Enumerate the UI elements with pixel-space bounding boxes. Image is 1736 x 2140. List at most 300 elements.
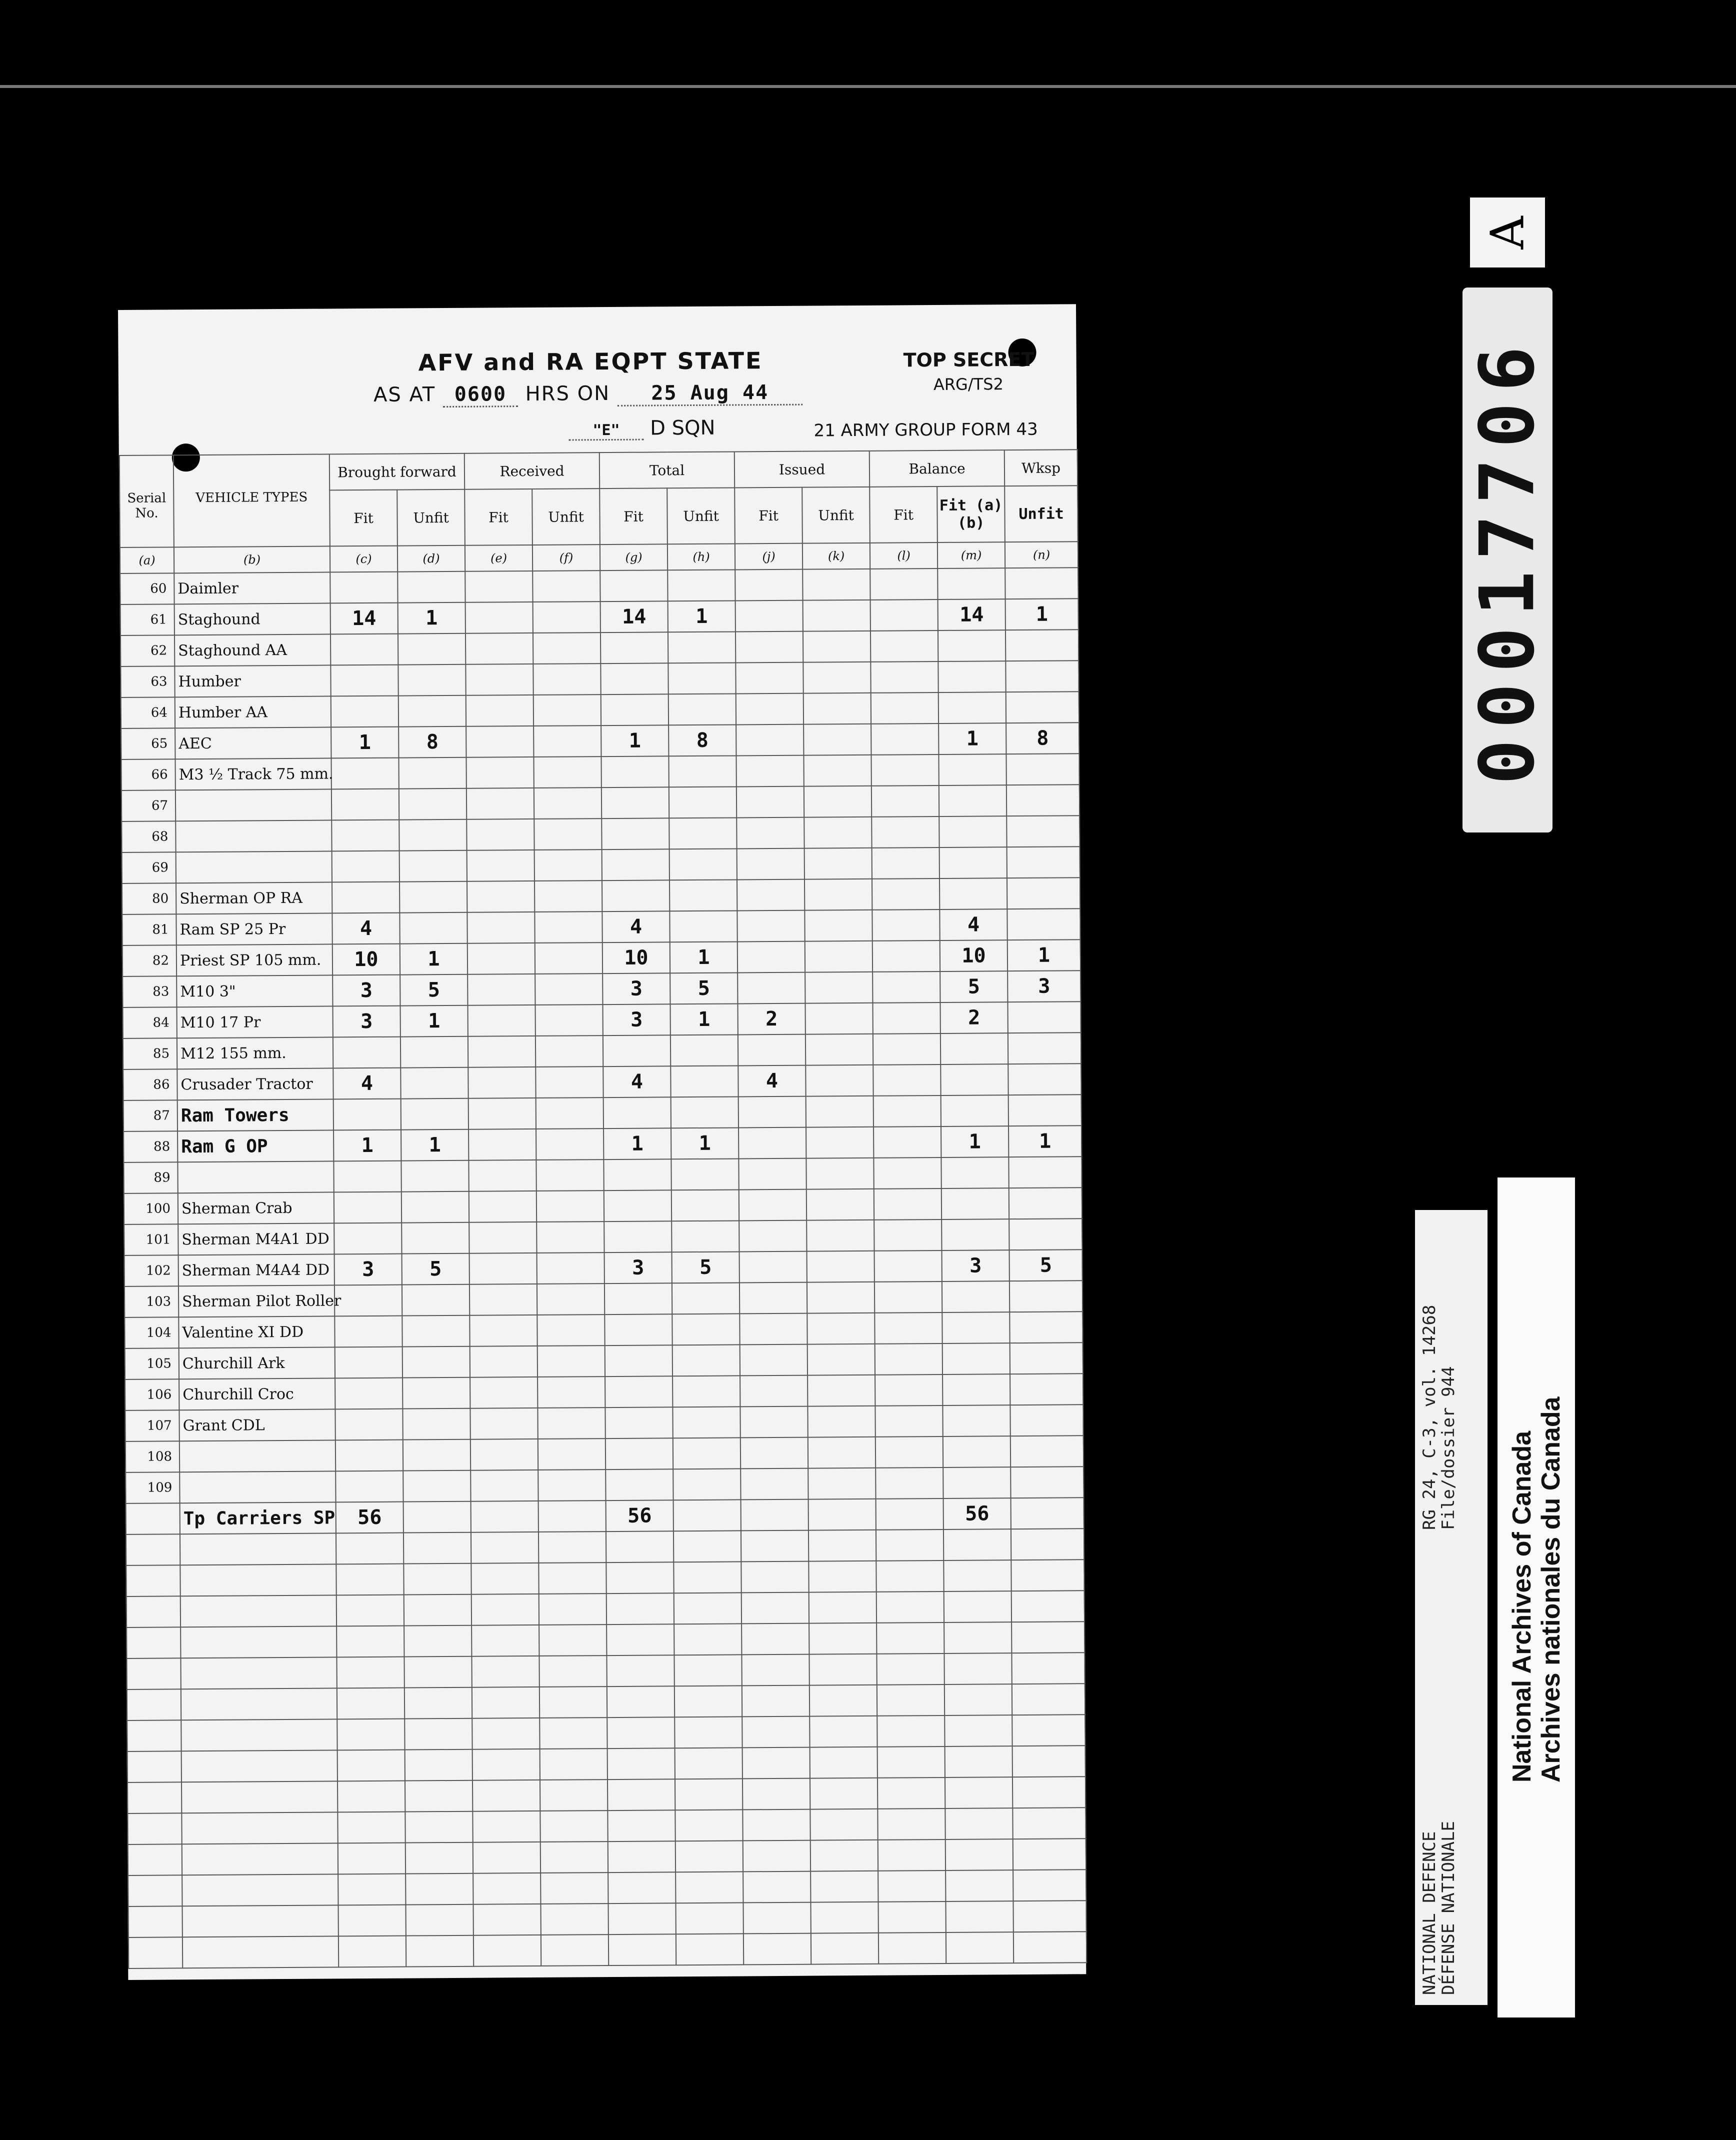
value-cell — [468, 943, 535, 974]
value-cell — [536, 1066, 603, 1098]
table-row — [121, 692, 1079, 728]
blank-cell — [742, 1748, 810, 1779]
blank-cell — [336, 1564, 404, 1596]
blank-cell — [878, 1902, 946, 1933]
table-row — [126, 1436, 1084, 1472]
blank-cell — [338, 1936, 406, 1968]
blank-row — [126, 1528, 1084, 1566]
value-cell — [806, 1220, 874, 1252]
value-cell: 4 — [738, 1066, 806, 1097]
value-cell — [468, 1160, 536, 1192]
value-cell: 1 — [670, 1004, 738, 1035]
column-letter: (f) — [532, 544, 600, 571]
blank-cell — [744, 1902, 811, 1934]
blank-cell — [944, 1684, 1012, 1716]
blank-cell — [128, 1844, 182, 1876]
blank-cell — [538, 1532, 606, 1563]
blank-cell — [182, 1874, 338, 1906]
blank-cell — [878, 1870, 946, 1902]
group-header: Brought forward — [330, 454, 464, 490]
value-cell — [940, 847, 1007, 878]
serial-cell: 106 — [125, 1379, 179, 1410]
value-cell — [606, 1469, 673, 1500]
blank-cell — [675, 1810, 742, 1841]
value-cell — [398, 758, 466, 789]
value-cell — [402, 1408, 470, 1440]
blank-cell — [1012, 1652, 1085, 1684]
value-cell — [469, 1191, 536, 1222]
table-row — [126, 1466, 1084, 1504]
vehicle-cell — [180, 1471, 336, 1503]
value-cell — [465, 571, 532, 602]
value-cell: 8 — [668, 724, 736, 756]
serial-cell: 83 — [122, 976, 176, 1008]
blank-cell — [877, 1684, 944, 1716]
blank-cell — [471, 1532, 538, 1564]
table-row — [120, 630, 1078, 666]
blank-cell — [338, 1874, 406, 1906]
value-cell — [875, 1374, 942, 1406]
value-cell — [332, 851, 400, 882]
value-cell — [736, 600, 803, 632]
table-row — [122, 970, 1080, 1008]
value-cell: 1 — [1008, 1126, 1082, 1157]
value-cell — [875, 1344, 942, 1375]
blank-cell — [538, 1562, 606, 1594]
blank-cell — [809, 1592, 876, 1624]
value-cell — [870, 662, 938, 693]
value-cell — [468, 974, 535, 1006]
value-cell — [468, 1067, 536, 1098]
table-row — [123, 1064, 1081, 1100]
vehicle-cell — [176, 789, 332, 821]
value-cell — [670, 1066, 738, 1097]
value-cell — [399, 788, 466, 820]
value-cell — [1010, 1404, 1083, 1436]
blank-cell — [606, 1624, 674, 1656]
value-cell — [398, 572, 465, 603]
value-cell — [1006, 816, 1080, 847]
value-cell — [536, 1098, 604, 1129]
classification: TOP SECRET — [903, 348, 1034, 372]
value-cell: 1 — [604, 1128, 671, 1160]
blank-cell — [404, 1718, 472, 1750]
blank-cell — [540, 1842, 608, 1873]
value-cell — [466, 664, 533, 696]
value-cell — [806, 1127, 874, 1158]
value-cell: 3 — [602, 973, 670, 1004]
value-cell — [873, 1002, 940, 1034]
value-cell — [873, 1064, 940, 1096]
blank-row — [128, 1838, 1086, 1876]
value-cell — [400, 850, 467, 882]
archive-ref-line: RG 24, C-3, vol. 14268 — [1420, 1304, 1440, 1530]
value-cell — [804, 879, 872, 910]
value-cell — [668, 662, 736, 694]
table-row — [122, 846, 1080, 884]
blank-cell — [674, 1624, 742, 1655]
value-cell — [336, 1471, 403, 1502]
blank-cell — [472, 1718, 540, 1750]
value-cell — [805, 972, 872, 1004]
value-cell: 3 — [332, 975, 400, 1006]
value-cell — [534, 694, 601, 726]
value-cell — [871, 724, 938, 755]
serial-cell: 107 — [125, 1410, 179, 1442]
blank-cell — [676, 1934, 744, 1965]
value-cell: 1 — [334, 1130, 401, 1162]
group-header: Balance — [870, 450, 1004, 487]
value-cell — [534, 818, 602, 850]
value-cell — [941, 1157, 1008, 1188]
blank-cell — [540, 1748, 608, 1780]
value-cell — [874, 1096, 941, 1127]
value-cell — [536, 1190, 604, 1222]
department-label — [1420, 1821, 1458, 1995]
blank-cell — [405, 1780, 472, 1812]
blank-cell — [1014, 1932, 1086, 1963]
value-cell — [604, 1159, 671, 1190]
value-cell — [808, 1499, 876, 1530]
value-cell — [938, 568, 1005, 600]
blank-cell — [946, 1839, 1013, 1870]
value-cell: 4 — [332, 913, 400, 944]
serial-cell: 84 — [123, 1007, 177, 1038]
value-cell — [939, 816, 1006, 848]
value-cell — [334, 1223, 402, 1254]
form-reference: ARG/TS2 — [933, 374, 1004, 394]
blank-cell — [878, 1808, 945, 1840]
value-cell — [938, 661, 1006, 692]
value-cell — [1006, 630, 1078, 661]
value-cell: 14 — [330, 603, 398, 634]
blank-cell — [674, 1562, 741, 1593]
value-cell — [536, 1036, 603, 1067]
blank-cell — [180, 1595, 336, 1627]
serial-cell: 65 — [121, 728, 175, 760]
value-cell — [740, 1406, 808, 1438]
vehicle-cell: Sherman M4A1 DD — [178, 1223, 334, 1255]
value-cell — [533, 664, 600, 695]
vehicle-cell: Humber — [174, 665, 330, 697]
value-cell — [670, 910, 737, 942]
value-cell — [533, 602, 600, 633]
value-cell — [538, 1346, 605, 1377]
blank-cell — [676, 1902, 744, 1934]
serial-cell: 87 — [124, 1100, 178, 1132]
blank-cell — [337, 1688, 404, 1720]
value-cell: 3 — [603, 1004, 670, 1036]
serial-cell: 64 — [121, 697, 175, 728]
value-cell — [736, 632, 803, 663]
blank-cell — [472, 1656, 539, 1688]
blank-cell — [810, 1871, 878, 1902]
value-cell — [668, 694, 736, 725]
value-cell: 5 — [940, 971, 1008, 1002]
value-cell — [938, 630, 1006, 662]
table-row — [125, 1342, 1083, 1380]
table-row — [124, 1188, 1082, 1224]
value-cell — [468, 1129, 536, 1160]
value-cell — [808, 1375, 875, 1406]
sub-header: Unfit — [802, 487, 870, 544]
sub-header: Fit — [464, 489, 532, 546]
value-cell — [874, 1312, 942, 1344]
blank-cell — [606, 1562, 674, 1594]
blank-cell — [606, 1531, 674, 1562]
form-number: 21 ARMY GROUP FORM 43 — [814, 419, 1038, 441]
value-cell — [466, 633, 533, 664]
value-cell — [533, 632, 600, 664]
value-cell — [470, 1284, 537, 1316]
blank-cell — [1011, 1528, 1084, 1560]
value-cell — [736, 694, 804, 725]
value-cell — [669, 818, 736, 849]
blank-cell — [336, 1626, 404, 1658]
value-cell — [336, 1440, 403, 1472]
value-cell — [736, 724, 804, 756]
value-cell — [538, 1376, 605, 1408]
value-cell — [940, 878, 1007, 910]
vehicle-cell: Priest SP 105 mm. — [176, 944, 332, 976]
value-cell — [804, 848, 872, 880]
table-row — [121, 754, 1079, 790]
serial-cell: 105 — [125, 1348, 179, 1380]
value-cell — [802, 569, 870, 600]
value-cell — [873, 1034, 940, 1065]
value-cell — [1010, 1436, 1084, 1467]
value-cell — [403, 1440, 470, 1471]
column-letter: (a) — [120, 547, 174, 574]
blank-cell — [128, 1782, 182, 1814]
blank-cell — [405, 1750, 472, 1781]
vehicle-cell: Daimler — [174, 572, 330, 604]
value-cell — [874, 1250, 942, 1282]
blank-cell — [474, 1935, 541, 1966]
blank-cell — [338, 1750, 405, 1782]
department-line: NATIONAL DEFENCE — [1420, 1831, 1440, 1995]
blank-cell — [674, 1530, 741, 1562]
serial-cell: 67 — [122, 790, 176, 822]
value-cell — [471, 1501, 538, 1532]
blank-cell — [406, 1936, 474, 1967]
value-cell: 1 — [668, 600, 736, 632]
blank-cell — [608, 1841, 676, 1872]
table-row — [122, 908, 1080, 946]
column-letter: (n) — [1005, 542, 1078, 568]
blank-cell — [338, 1781, 405, 1812]
value-cell: 1 — [398, 602, 466, 634]
value-cell — [536, 1160, 604, 1191]
sub-header: Fit (a)(b) — [937, 486, 1005, 542]
value-cell — [740, 1376, 808, 1407]
value-cell — [1008, 1002, 1081, 1033]
value-cell — [535, 974, 602, 1005]
vehicle-cell: Humber AA — [175, 696, 331, 728]
department-line: DÉFENSE NATIONALE — [1438, 1821, 1458, 1995]
value-cell — [398, 664, 466, 696]
value-cell — [738, 1034, 806, 1066]
value-cell — [672, 1220, 739, 1252]
value-cell — [470, 1408, 538, 1440]
value-cell — [604, 1097, 671, 1128]
column-letter: (k) — [802, 543, 870, 570]
value-cell — [740, 1344, 808, 1376]
vehicle-cell — [178, 1161, 334, 1193]
blank-cell — [471, 1563, 538, 1594]
blank-row — [126, 1622, 1084, 1658]
value-cell — [738, 1128, 806, 1159]
table-row — [122, 784, 1080, 822]
value-cell — [672, 1282, 740, 1314]
blank-row — [127, 1714, 1085, 1752]
value-cell: 1 — [670, 942, 738, 973]
value-cell — [334, 1192, 402, 1224]
blank-cell — [944, 1715, 1012, 1746]
table-row — [122, 878, 1080, 914]
blank-cell — [876, 1622, 944, 1654]
value-cell — [672, 1344, 740, 1376]
blank-cell — [337, 1719, 404, 1750]
value-cell: 4 — [603, 1066, 670, 1098]
column-letter: (c) — [330, 546, 398, 572]
blank-cell — [742, 1624, 809, 1655]
film-edge-line — [0, 85, 1736, 88]
value-cell: 5 — [670, 972, 738, 1004]
blank-cell — [742, 1686, 810, 1717]
blank-cell — [607, 1717, 674, 1748]
table-row — [124, 1312, 1082, 1348]
blank-cell — [743, 1872, 810, 1903]
blank-cell — [945, 1777, 1012, 1808]
value-cell — [942, 1374, 1010, 1406]
value-cell — [602, 880, 670, 912]
value-cell — [673, 1468, 740, 1500]
value-cell — [806, 1189, 874, 1220]
value-cell — [602, 756, 669, 788]
blank-cell — [742, 1778, 810, 1810]
value-cell — [738, 972, 805, 1004]
blank-row — [126, 1560, 1084, 1596]
blank-row — [128, 1870, 1086, 1906]
value-cell — [668, 632, 736, 663]
vehicle-cell: Sherman M4A4 DD — [178, 1254, 334, 1286]
value-cell — [606, 1438, 673, 1470]
blank-cell — [404, 1532, 471, 1564]
serial-cell: 89 — [124, 1162, 178, 1194]
table-row — [120, 568, 1078, 604]
serial-cell: 82 — [122, 945, 176, 976]
blank-cell — [946, 1932, 1014, 1964]
value-cell — [739, 1220, 806, 1252]
value-cell — [402, 1378, 470, 1409]
value-cell: 3 — [942, 1250, 1010, 1282]
value-cell — [469, 1222, 536, 1254]
value-cell — [335, 1347, 402, 1378]
value-cell — [534, 880, 602, 912]
blank-cell — [944, 1653, 1012, 1684]
value-cell — [942, 1281, 1010, 1312]
value-cell: 8 — [1006, 722, 1079, 754]
value-cell: 1 — [331, 727, 398, 758]
table-row — [124, 1218, 1082, 1256]
blank-cell — [742, 1654, 809, 1686]
value-cell — [1005, 568, 1078, 599]
value-cell — [874, 1220, 942, 1251]
date-value: 25 Aug 44 — [618, 381, 802, 406]
value-cell — [398, 696, 466, 727]
value-cell — [942, 1219, 1009, 1250]
blank-cell — [541, 1934, 608, 1966]
table-row — [122, 816, 1080, 852]
vehicle-cell: Sherman Pilot Roller — [178, 1285, 334, 1317]
value-cell — [604, 1221, 672, 1252]
serial-cell: 62 — [120, 635, 174, 666]
blank-cell — [945, 1808, 1012, 1840]
column-letter: (l) — [870, 542, 938, 569]
value-cell — [534, 912, 602, 943]
table-row — [121, 722, 1079, 760]
value-cell — [330, 634, 398, 666]
blank-cell — [539, 1624, 606, 1656]
value-cell — [332, 789, 399, 820]
as-at-line — [374, 381, 802, 408]
value-cell — [601, 694, 668, 726]
vehicle-cell — [176, 820, 332, 852]
column-letter: (b) — [174, 546, 330, 573]
value-cell — [1008, 1032, 1081, 1064]
vehicle-cell: Ram Towers — [178, 1099, 334, 1131]
value-cell — [466, 695, 534, 726]
value-cell — [402, 1222, 469, 1254]
value-cell: 1 — [1006, 598, 1078, 630]
value-cell — [808, 1468, 876, 1500]
value-cell — [470, 1315, 537, 1346]
value-cell: 5 — [402, 1254, 470, 1285]
serial-cell: 86 — [123, 1069, 177, 1100]
blank-cell — [1012, 1776, 1086, 1808]
value-cell: 5 — [672, 1252, 740, 1283]
value-cell — [534, 756, 601, 788]
value-cell — [872, 754, 939, 786]
column-letter: (h) — [668, 544, 735, 570]
value-cell — [534, 788, 602, 819]
sub-header: Unfit — [397, 490, 465, 546]
blank-cell — [541, 1904, 608, 1935]
value-cell — [740, 1314, 807, 1345]
blank-cell — [608, 1872, 676, 1904]
blank-cell — [540, 1780, 608, 1811]
value-cell — [803, 631, 870, 662]
value-cell: 10 — [940, 940, 1008, 972]
blank-cell — [1012, 1622, 1084, 1653]
value-cell — [806, 1065, 873, 1096]
value-cell — [602, 787, 669, 818]
blank-cell — [608, 1903, 676, 1934]
blank-cell — [472, 1780, 540, 1812]
blank-cell — [810, 1747, 878, 1778]
value-cell — [672, 1406, 740, 1438]
table-row — [123, 1002, 1081, 1038]
value-cell — [876, 1436, 943, 1468]
blank-cell — [674, 1592, 742, 1624]
value-cell — [874, 1282, 942, 1313]
value-cell — [943, 1467, 1010, 1498]
value-cell — [741, 1500, 808, 1531]
blank-cell — [336, 1595, 404, 1626]
blank-cell — [126, 1627, 180, 1658]
blank-cell — [126, 1596, 180, 1628]
